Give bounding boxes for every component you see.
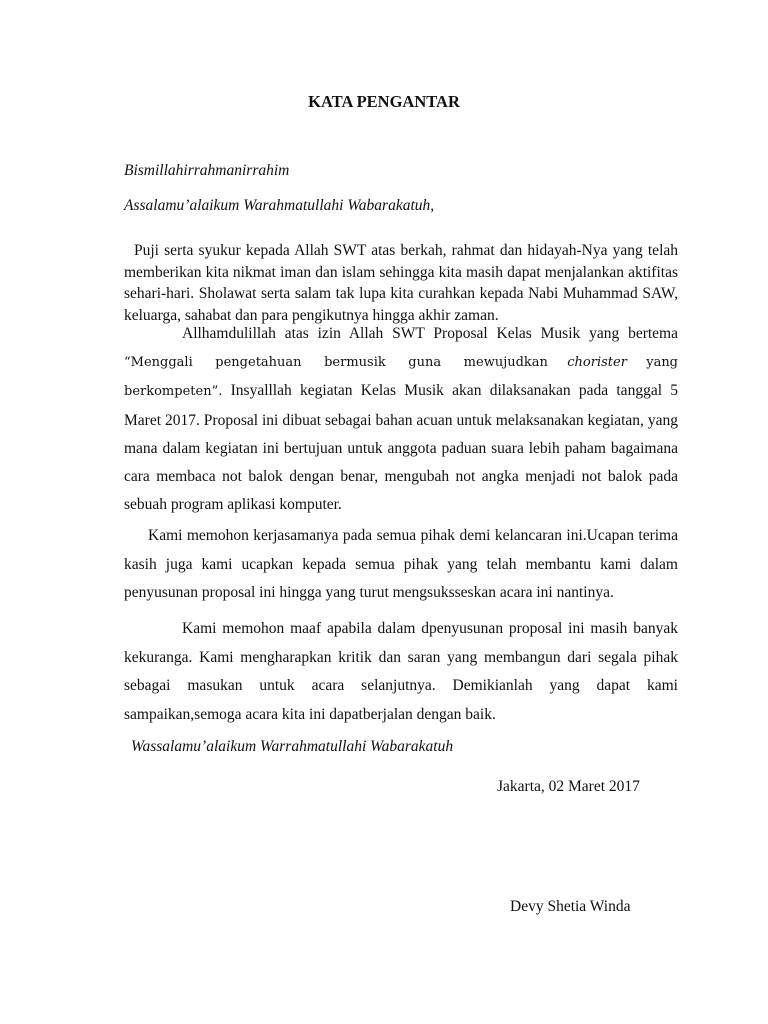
paragraph-4: Kami memohon maaf apabila dalam dpenyusunan proposal ini masih banyak kekuranga. Kami mengharapkan kritik dan saran yang membangun dari segala pihak sebagai masukan untuk acara selanjutnya. Demikianlah yang dapat kami sampaikan,semoga acara kita ini dapatberjalan dengan baik. [124, 620, 678, 723]
paragraph-2 [124, 320, 678, 519]
opening-salam: Assalamu’alaikum Warahmatullahi Wabarakatuh, [124, 197, 435, 214]
place-date: Jakarta, 02 Maret 2017 [497, 778, 640, 795]
paragraph-2-theme-b: chorister [567, 355, 627, 371]
paragraph-2-intro: Allhamdulillah atas izin Allah SWT Proposal Kelas Musik yang bertema [182, 325, 678, 342]
signer-name: Devy Shetia Winda [510, 898, 631, 915]
paragraph-2-theme-c: yang berkompeten”. [124, 355, 679, 400]
paragraph-1: Puji serta syukur kepada Allah SWT atas berkah, rahmat dan hidayah-Nya yang telah memberikan kita nikmat iman dan islam sehingga kita masih dapat menjalankan aktifitas sehari-hari. Sholawat serta salam tak lupa kita curahkan kepada Nabi Muhammad SAW, keluarga, sahabat dan para pengikutnya hingga akhir zaman. [124, 242, 678, 324]
paragraph-2-body: Insyalllah kegiatan Kelas Musik akan dilaksanakan pada tanggal 5 Maret 2017. Proposal ini dibuat sebagai bahan acuan untuk melaksanakan kegiatan, yang mana dalam kegiatan ini bertujuan untuk anggota paduan suara lebih paham bagaimana cara membaca not balok dengan benar, mengubah not angka menjadi not balok pada sebuah program aplikasi komputer. [124, 382, 679, 514]
paragraph-2-theme-a: “Menggali pengetahuan bermusik guna mewujudkan [124, 355, 548, 371]
closing-salam: Wassalamu’alaikum Warrahmatullahi Wabarakatuh [131, 738, 454, 755]
document-title: KATA PENGANTAR [308, 92, 460, 111]
paragraph-3: Kami memohon kerjasamanya pada semua pihak demi kelancaran ini.Ucapan terima kasih juga kami ucapkan kepada semua pihak yang telah membantu kami dalam penyusunan proposal ini hingga yang turut mengsuksseskan acara ini nantinya. [124, 527, 678, 601]
basmalah-text: Bismillahirrahmanirrahim [124, 162, 290, 179]
